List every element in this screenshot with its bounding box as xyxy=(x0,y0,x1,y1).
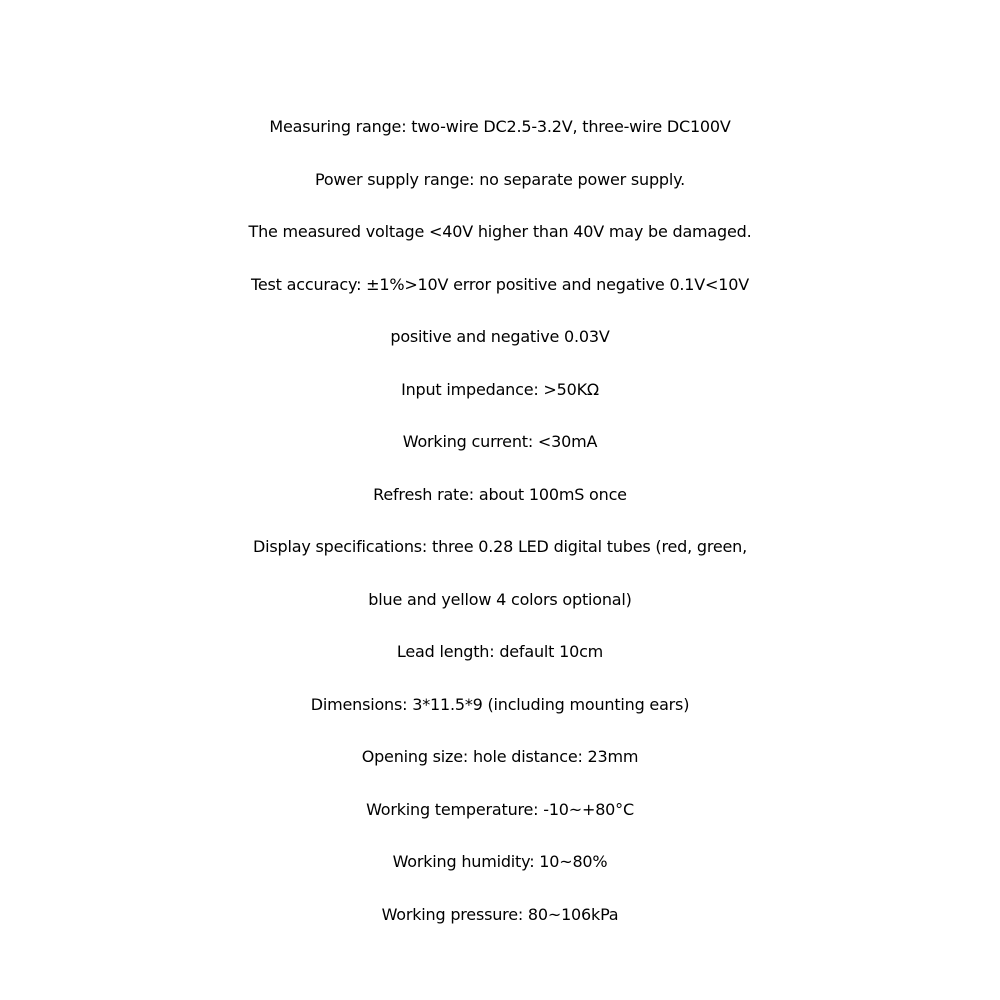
spec-test-accuracy-continued: positive and negative 0.03V xyxy=(390,327,610,346)
spec-dimensions: Dimensions: 3*11.5*9 (including mounting ears) xyxy=(310,694,690,714)
spec-working-humidity: Working humidity: 10~80% xyxy=(392,852,608,871)
spec-display-specifications-continued: blue and yellow 4 colors optional) xyxy=(368,589,632,609)
spec-lead-length: Lead length: default 10cm xyxy=(396,642,604,661)
spec-refresh-rate: Refresh rate: about 100mS once xyxy=(373,484,627,504)
spec-working-pressure: Working pressure: 80~106kPa xyxy=(381,904,619,924)
spec-input-impedance: Input impedance: >50KΩ xyxy=(401,379,599,399)
spec-measured-voltage-warning: The measured voltage <40V higher than 40V may be damaged. xyxy=(248,222,752,241)
spec-sheet xyxy=(0,101,1000,941)
spec-opening-size: Opening size: hole distance: 23mm xyxy=(361,747,639,766)
spec-display-specifications: Display specifications: three 0.28 LED digital tubes (red, green, xyxy=(253,537,747,556)
spec-working-current: Working current: <30mA xyxy=(402,432,598,451)
spec-power-supply-range: Power supply range: no separate power supply. xyxy=(314,169,686,189)
spec-measuring-range: Measuring range: two-wire DC2.5-3.2V, three-wire DC100V xyxy=(269,117,731,136)
spec-working-temperature: Working temperature: -10~+80°C xyxy=(366,799,634,819)
spec-test-accuracy: Test accuracy: ±1%>10V error positive and negative 0.1V<10V xyxy=(251,274,749,294)
